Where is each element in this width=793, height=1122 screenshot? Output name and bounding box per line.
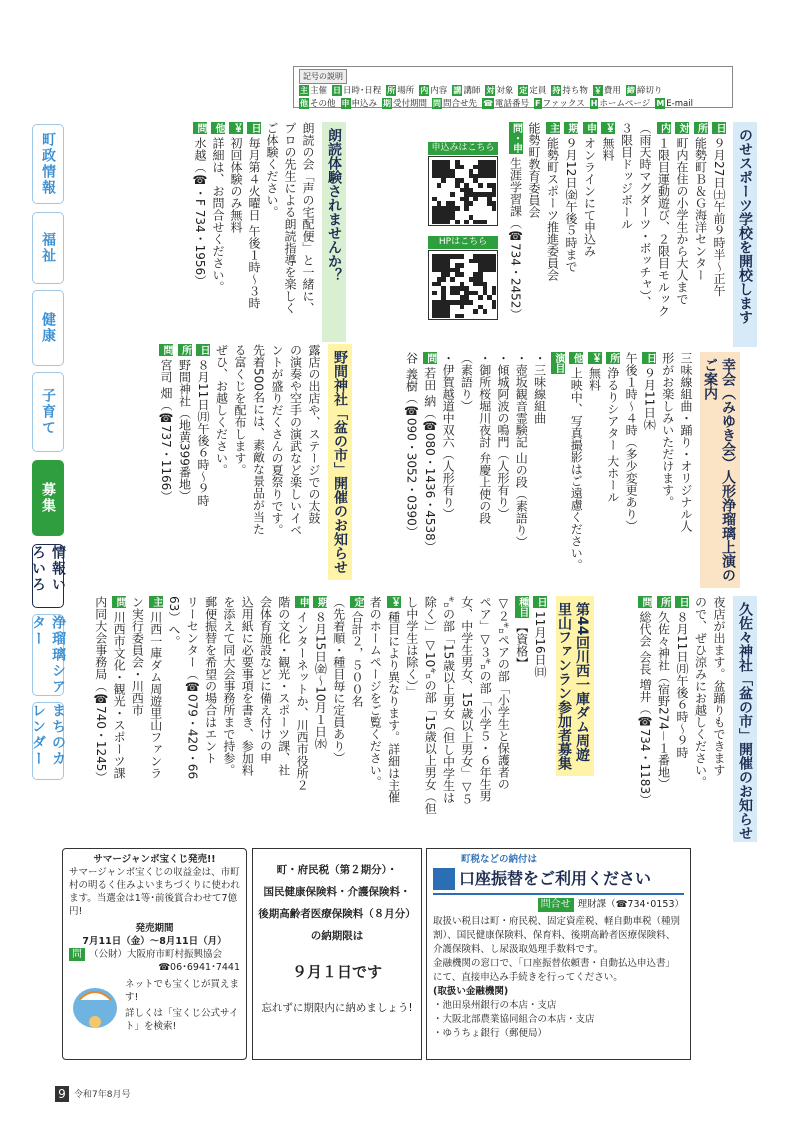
tax-line1: 町・府民税（第２期分）・ [276,864,398,876]
text-line [514,596,530,669]
legend-text: 内容 [430,86,448,96]
legend-title: 記号の説明 [299,69,347,84]
legend-item [593,85,621,98]
legend-text: その他 [310,99,336,109]
text-value: （先着順・種目毎に定員あり） [331,596,346,764]
text-value: ので、ぜひ涼みにお越しください。 [693,596,708,788]
text-value: 種目により異なります。詳細は主催 [386,611,401,803]
field-label: 日 [249,123,260,133]
field-label: ￥ [603,123,614,133]
text-value: 63）へ。 [167,596,181,648]
text-line [192,122,208,287]
tax-foot: 忘れずに期限内に納めましょう! [261,1002,413,1014]
legend-item [341,98,378,111]
legend-text: 電話番号 [495,99,530,109]
text-line [349,596,365,707]
nav-item[interactable]: 情報いろいろ [32,544,64,608]
text-value: 上映中、写真撮影はご遠慮ください。 [569,367,584,571]
text-line [600,122,616,161]
legend-text: 受付期間 [393,99,428,109]
legend-key: F [535,99,541,108]
field-label: 定 [352,597,363,607]
bank-list [433,999,684,1041]
legend-item [482,98,529,111]
jumbo-tel: ☎06･6941･7441 [158,962,240,973]
text-line [532,596,548,678]
jumbo-detail: 詳しくは「宝くじ公式サイト」を検索! [125,1008,239,1032]
text-value: 初回体験のみ無料 [229,137,243,233]
legend-key: ☎ [483,99,494,108]
field-label: 問 [424,353,436,363]
text-line [637,596,653,806]
qr-apply-label: 申込みはこちら [428,142,498,155]
funrun-title: 第44回川西一庫ダム周遊里山ファンラン参加者募集 [556,596,594,776]
field-label: 日 [535,597,546,607]
field-label: ￥ [589,353,601,363]
text-value: 能勢町Ｂ＆Ｇ海洋センター [693,137,708,281]
field-label: 所 [607,353,619,363]
text-value: 水越（☎・F 734・1956） [193,137,207,288]
text-line [386,596,402,803]
field-label: 問・申 [510,123,522,153]
legend-items [299,85,727,111]
field-label: ￥ [388,597,400,607]
text-value: を添えて同大会事務所まで持参。 [221,596,236,776]
bank-sub: 町税などの納付は [461,854,538,865]
tax-box [252,848,422,1060]
text-value: 女、中学生男女、15歳以上男女」▽５ [459,596,474,806]
legend-item [419,85,447,98]
jumbo-net: ネットでも宝くじが買えます! [125,979,240,1003]
legend-item [382,98,427,111]
text-value: 川西一庫ダム周遊里山ファンラ [148,611,163,779]
legend-key: 所 [387,86,396,95]
bank-list-title: (取扱い金融機関) [433,986,509,997]
legend-key: 他 [300,99,308,108]
text-value: 三味線組曲・踊り・オリジナル人 [679,352,693,532]
text-line [300,122,316,314]
text-value: ９月11日㈭ [642,367,657,431]
text-value: プロの先生による朗読指導を楽しく [283,122,297,314]
text-line [276,596,292,776]
text-line [228,122,244,233]
text-value: 【資格】 [514,621,529,669]
text-value: 宮司 畑（☎737・1166） [159,359,173,503]
text-line [258,596,274,764]
legend-text: 日時･日程 [343,86,382,96]
text-value: ご体験ください。 [265,122,279,218]
text-value: 11月16日㈰ [533,611,547,678]
text-value: 若田 納（☎080・1436・4538） [422,367,437,553]
text-line [495,352,511,520]
legend-key: 主 [300,86,308,95]
qr-code-icon [428,250,498,320]
text-line [637,122,653,308]
kuze-title: 久佐々神社「盆の市」開催のお知らせ [733,596,757,842]
text-value: 浄るりシアター 大ホール [605,367,620,503]
field-label: 問 [640,597,651,607]
text-value: 露店の出店や、ステージでの太鼓 [307,344,321,524]
field-label: 問 [161,345,172,355]
legend-key: 定 [519,86,528,95]
text-line [656,596,672,790]
text-value: 久佐々神社（宿野274－１番地） [656,611,671,790]
text-value: 能勢町スポーツ推進委員会 [545,137,560,281]
text-value: 夜店が出ます。盆踊りもできます [712,596,726,776]
legend-item [626,85,663,98]
text-value: 毎月第４火曜日 午後１時～３時 [247,137,261,309]
text-line [678,352,694,532]
bank-body2: 金融機関の窓口で、「口座振替依頼書・自動払込申込書」にて、直接申込み手続きを行ってください。 [433,958,676,983]
nav-item[interactable]: 子育て [32,372,64,452]
text-line [166,596,182,647]
text-value: ン実行委員会・川西市 [130,596,145,716]
field-label: 内 [658,123,670,133]
text-line [693,596,709,788]
field-label: ￥ [231,123,242,133]
text-value: １限目運動遊び、２限目モルック [656,137,671,317]
text-value: ９月27日㈯午前９時半～正午 [712,137,726,297]
text-line [129,596,145,716]
legend-item [332,85,381,98]
text-line [513,352,529,548]
text-line [288,344,304,536]
text-value: 町内在住の小学生から大人まで [675,137,689,305]
legend-text: 申込み [351,99,378,109]
text-line [619,122,635,230]
text-value: 生涯学習課（☎734・2452） [508,157,523,321]
text-line [158,344,174,502]
text-line [568,352,584,571]
text-value: ８月11日㈪午後６時～９時 [196,359,210,507]
text-line [331,596,347,764]
issue-label: 令和7年8月号 [74,1090,131,1100]
text-line [251,344,267,535]
text-value: 除く）」▽10㌔の部「15歳以上男女（但 [423,596,438,815]
bank-list-item: ・ゆうちょ銀行（郵便局） [433,1028,548,1039]
bank-box [426,848,691,1060]
text-value: 能勢町教育委員会 [527,122,541,218]
text-line [563,122,579,272]
text-value: ８月15日㈮～10月１日㈬ [313,611,328,750]
text-line [508,122,524,320]
tax-line3: 後期高齢者医療保険料（８月分） [258,908,416,920]
text-value: 込用紙に必要事項を書き、参加料 [240,596,255,776]
legend-text: E-mail [666,99,693,109]
field-label: 演目 [552,353,564,373]
text-line [641,352,657,430]
text-line [711,122,727,296]
text-value: 川西市文化・観光・スポーツ課 [112,611,127,779]
text-line [656,122,672,317]
text-value: ・壺坂観音霊験記 山の段（素語り） [514,352,529,548]
field-label: 主 [547,123,559,133]
text-line [711,596,727,776]
field-label: 申 [584,123,596,133]
text-line [367,596,383,788]
field-label: 所 [695,123,707,133]
bank-list-item: ・大阪北部農業協同組合の本店・支店 [433,1014,595,1025]
nav-item[interactable]: まちのカレンダー [32,702,64,780]
text-line [177,344,193,502]
legend-item [299,85,327,98]
text-value: 会体育施設などに備え付けの申 [258,596,273,764]
legend-text: 場所 [397,86,415,96]
tax-line4: の納期限は [310,930,364,942]
text-line [184,596,200,779]
legend-item [590,98,651,111]
text-value: ９月12日㈮午後５時まで [564,137,578,273]
text-line [93,596,109,783]
bank-list-item: ・池田泉州銀行の本店・支店 [433,1000,557,1011]
legend-text: ファックス [542,99,585,109]
jumbo-period: 7月11日（金）～8月11日（月） [82,936,227,947]
text-line [440,352,456,520]
text-value: ３限目ドッジボール [619,122,634,230]
jumbo-box [62,848,247,1060]
text-line [239,596,255,776]
field-label: 期 [315,597,327,607]
text-line [269,344,285,536]
text-value: 内同大会事務局（☎740・1245） [93,596,108,784]
text-line [674,596,690,758]
text-line [545,122,561,281]
legend-item [551,85,588,98]
legend-key: 申 [341,99,350,108]
legend-text: 対象 [496,86,514,96]
text-value: ぜひ、お越しください。 [214,344,229,476]
jumbo-org: （公財）大阪府市町村振興協会 [89,949,223,960]
legend-key: 内 [420,86,429,95]
field-label: 対 [677,123,688,133]
legend-item [386,85,414,98]
field-label: 主 [150,597,162,607]
field-label: 期 [566,123,577,133]
legend-key: 期 [383,99,392,108]
nav-item[interactable]: 健康 [32,290,64,366]
legend-text: 定員 [529,86,547,96]
text-value: ントが盛りだくさんの夏祭りです。 [270,344,284,536]
text-value: 先着500名には、素敵な景品が当た [251,344,266,535]
legend-item [452,85,480,98]
mascot-icon [69,978,121,1034]
text-line [404,352,420,538]
legend-key: 持 [552,86,561,95]
bank-icon [433,868,455,890]
field-label: 所 [658,597,670,607]
text-line [587,352,603,391]
field-label: 申 [297,597,309,607]
text-value: の演奏や空手の演武など楽しいイベ [288,344,303,536]
text-value: る富くじを配布します。 [233,344,247,476]
legend-item [534,98,585,111]
text-line [312,596,328,750]
text-line [623,352,639,532]
field-label: 問 [114,597,126,607]
legend-item [485,85,513,98]
jumbo-body: サマージャンボ宝くじの収益金は、市町村の明るく住みよいまちづくりに使われます。当選金は1等･前後賞合わせて7億円! [69,867,240,917]
legend-item [299,98,336,111]
text-value: オンラインにて申込み [582,137,597,257]
text-value: ・伊賀越道中双六（人形有り） [441,352,456,520]
text-value: 合計２，５００名 [350,611,364,707]
bank-title: 口座振替をご利用ください [459,869,652,888]
noma-title: 野間神社「盆の市」開催のお知らせ [328,344,352,580]
legend-item [432,98,477,111]
text-line [526,122,542,218]
nav-item[interactable]: 町政情報 [32,124,64,204]
bank-body1: 取扱い税目は町・府民税、固定資産税、軽自動車税（種別割）、国民健康保険料、保育料、後期高齢者医療保険料、介護保険料、し尿汲取処理手数料です。 [433,916,681,955]
legend-key: 対 [486,86,495,95]
field-label: 他 [213,123,224,133]
legend-text: 問合せ先 [443,99,478,109]
legend-key: 締 [626,86,635,95]
legend-key: 日 [333,86,342,95]
text-value: ・三味線組曲 [532,352,547,424]
text-value: 朗読の会「声の宅配便」と一緒に、 [301,122,315,314]
legend-key: M [656,99,665,108]
legend-key: ￥ [593,86,602,95]
text-value: 者のホームページをご覧ください。 [368,596,383,788]
text-value: ペア」▽３㌔の部「小学５・６年生男 [478,596,493,802]
text-line [246,122,262,309]
qr-code-icon [428,156,498,226]
text-line [306,344,322,524]
text-line [458,352,474,412]
text-line [294,596,310,791]
text-line [232,344,248,476]
field-label: 種目 [516,597,528,617]
reading-title: 朗読体験されませんか？ [322,122,346,342]
text-line [422,596,438,815]
qr-hp-label: HPはこちら [428,236,498,249]
field-label: 他 [571,353,583,363]
text-line [148,596,164,779]
field-label: 問 [195,123,206,133]
text-line [674,122,690,305]
text-line [550,352,566,377]
jumbo-title: サマージャンボ宝くじ発売!! [93,854,216,865]
miyuki-title: 幸会（みゆき会）人形浄瑠璃上演のご案内 [700,352,740,588]
text-line [214,344,230,476]
text-value: ・御所桜堀川夜討 弁慶上使の段 [477,352,492,524]
text-line [422,352,438,553]
legend-item [655,98,693,111]
legend-text: 主催 [310,86,328,96]
text-line [693,122,709,281]
text-line [221,596,237,776]
text-line [111,596,127,779]
legend-key: 講 [453,86,462,95]
text-line [264,122,280,218]
legend-text: 費用 [603,86,621,96]
field-label: 所 [179,345,191,355]
text-line [582,122,598,257]
page-number: 9 [55,1086,69,1102]
text-line [210,122,226,293]
text-value: インターネットか、川西市役所２ [295,611,310,791]
legend-text: 持ち物 [562,86,588,96]
jumbo-period-label: 発売期間 [135,923,174,934]
text-value: ・傾城阿波の鳴門（人形有り） [496,352,510,520]
text-value: 谷 義樹（☎090・3052・0390） [404,352,419,538]
text-line [282,122,298,314]
text-value: し中学生は除く）」 [404,596,419,698]
bank-contact: 理財課（☎734･0153） [577,899,684,910]
text-value: 無料 [587,367,602,391]
text-value: ㌔の部「15歳以上男女（但し中学生は [441,596,456,804]
text-value: 階の文化・観光・スポーツ課、社 [276,596,291,776]
field-label: 日 [677,597,688,607]
text-line [404,596,420,698]
legend-key: H [590,99,598,108]
text-line [195,344,211,506]
text-value: 午後１時～４時（多少変更あり） [624,352,639,532]
legend [293,66,733,108]
field-label: 日 [198,345,209,355]
text-value: 郵便振替を希望の場合はエント [203,596,218,764]
nav-item[interactable]: 募集 [32,460,64,536]
text-line [660,352,676,508]
sports-title: のせスポーツ学校を開校します [733,122,757,347]
legend-item [518,85,546,98]
text-value: 詳細は、お問合せください。 [211,137,225,293]
tax-line2: 国民健康保険料・介護保険料・ [263,886,411,898]
field-label: 日 [714,123,725,133]
text-value: 無料 [601,137,615,161]
nav-item[interactable]: 浄瑠璃シアター [30,615,66,695]
text-value: リーセンター（☎079・420・66 [185,596,200,780]
tax-date: ９月１日です [291,963,382,981]
legend-text: ホームページ [599,99,651,109]
text-line [203,596,219,764]
text-line [605,352,621,503]
text-line [477,352,493,524]
text-value: 野間神社（地黄399番地） [177,359,192,502]
legend-text: 締切り [636,86,663,96]
legend-key: 問 [433,99,442,108]
text-line [495,596,511,790]
text-value: （雨天時マグダーツ・ボッチャ）、 [638,122,652,308]
text-line [459,596,475,805]
nav-item[interactable]: 福祉 [32,212,64,284]
text-value: 形がお楽しみいただけます。 [660,352,675,508]
text-value: ▽２㌔ペアの部「小学生と保護者の [496,596,511,790]
text-value: （素語り） [459,352,474,412]
text-value: ８月11日㈪午後６時～９時 [675,611,689,759]
jumbo-org-label: 問 [69,948,85,961]
bank-contact-label: 問合せ [538,898,574,912]
field-label: 日 [644,353,656,363]
text-line [441,596,457,803]
text-value: 総代会 会長 増井（☎734・1183） [638,611,652,807]
text-line [532,352,548,424]
text-line [477,596,493,802]
legend-text: 講師 [463,86,481,96]
